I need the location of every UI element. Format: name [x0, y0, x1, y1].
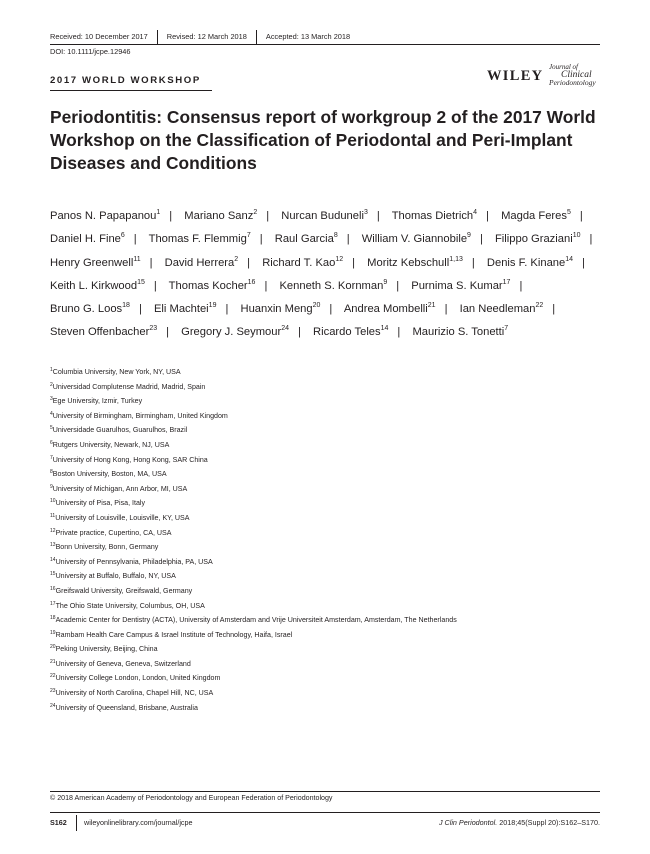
author-separator: | [471, 256, 475, 269]
author-name[interactable]: Thomas Dietrich [391, 210, 474, 222]
affiliation-item [50, 511, 610, 526]
author-separator: | [153, 279, 157, 292]
author-separator: | [264, 279, 268, 292]
affiliation-number: 8 [50, 469, 53, 476]
author-affiliation-marker: 16 [247, 278, 256, 286]
affiliation-item [50, 526, 610, 541]
author-name[interactable]: Nurcan Buduneli [281, 210, 364, 222]
author-entry [367, 257, 463, 269]
publisher-logo: WILEY [487, 68, 544, 84]
author-entry [262, 257, 343, 269]
author-name[interactable]: Gregory J. Seymour [181, 326, 282, 339]
affiliation-text: University of Louisville, Louisville, KY, USA [55, 513, 190, 522]
author-separator: | [479, 233, 483, 246]
affiliation-text: Greifswald University, Greifswald, Germany [55, 586, 193, 595]
citation [439, 818, 600, 827]
author-name[interactable]: Ian Needleman [459, 303, 536, 316]
author-name[interactable]: Raul Garcia [274, 233, 334, 246]
author-name[interactable]: Kenneth S. Kornman [279, 279, 384, 292]
affiliation-number: 13 [50, 542, 56, 549]
author-entry [165, 257, 239, 269]
author-separator: | [552, 303, 556, 316]
author-entry [344, 303, 436, 315]
author-separator: | [138, 303, 142, 316]
author-entry [184, 210, 257, 222]
author-affiliation-marker: 1 [156, 209, 161, 216]
author-entry [275, 233, 338, 245]
author-affiliation-marker: 1,13 [449, 255, 463, 263]
doi[interactable]: DOI: 10.1111/jcpe.12946 [50, 47, 131, 56]
author-affiliation-marker: 12 [335, 255, 344, 263]
author-entry [281, 210, 368, 222]
affiliation-text: University of Michigan, Ann Arbor, MI, USA [52, 484, 188, 493]
affiliation-text: University of Pisa, Pisa, Italy [55, 499, 146, 508]
affiliation-text: University of Pennsylvania, Philadelphia, PA, USA [55, 557, 213, 566]
author-name[interactable]: Andrea Mombelli [343, 303, 428, 316]
affiliation-number: 22 [50, 673, 56, 680]
author-name[interactable]: Keith L. Kirkwood [50, 279, 138, 292]
author-affiliation-marker: 19 [208, 302, 217, 310]
author-affiliation-marker: 9 [467, 232, 471, 240]
author-entry [154, 303, 217, 315]
affiliation-item [50, 657, 610, 672]
copyright-notice: © 2018 American Academy of Periodontology and European Federation of Periodontology [50, 794, 333, 802]
affiliation-item [50, 438, 610, 453]
footer-divider [76, 815, 77, 831]
author-entry [460, 303, 544, 315]
affiliation-item [50, 467, 610, 482]
affiliation-number: 20 [50, 644, 56, 651]
journal-logo-line3: Periodontology [549, 78, 596, 87]
affiliation-list [50, 365, 610, 715]
affiliation-text: Rutgers University, Newark, NJ, USA [52, 440, 170, 449]
affiliation-text: University of Queensland, Brisbane, Australia [55, 703, 198, 712]
author-separator: | [397, 326, 401, 339]
affiliation-number: 16 [50, 585, 56, 592]
affiliation-number: 7 [50, 454, 53, 461]
affiliation-item [50, 482, 610, 497]
author-separator: | [169, 210, 173, 222]
author-affiliation-marker: 15 [137, 278, 145, 286]
author-separator: | [346, 233, 350, 246]
affiliation-item [50, 599, 610, 614]
date-divider [256, 30, 257, 44]
author-name[interactable]: Thomas Kocher [168, 279, 248, 292]
affiliation-number: 9 [50, 483, 53, 490]
author-separator: | [519, 279, 523, 292]
affiliation-item [50, 409, 610, 424]
affiliation-number: 5 [50, 425, 53, 432]
author-entry [411, 280, 510, 292]
affiliation-item [50, 584, 610, 599]
accepted-date: Accepted: 13 March 2018 [265, 32, 351, 41]
affiliation-item [50, 496, 610, 511]
citation-details: 2018;45(Suppl 20):S162–S170. [499, 818, 600, 827]
author-name[interactable]: Denis F. Kinane [486, 256, 566, 269]
affiliation-number: 17 [50, 600, 56, 607]
author-name[interactable]: Ricardo Teles [313, 326, 381, 339]
affiliation-text: Rambam Health Care Campus & Israel Institute of Technology, Haifa, Israel [55, 630, 293, 639]
author-entry [50, 280, 145, 292]
journal-logo-line1: Journal of [549, 63, 578, 71]
section-rule [50, 90, 212, 91]
article-dates [50, 29, 359, 44]
author-separator: | [149, 256, 153, 269]
affiliation-text: The Ohio State University, Columbus, OH, USA [55, 601, 205, 610]
author-affiliation-marker: 18 [122, 302, 130, 310]
date-divider [157, 30, 158, 44]
affiliation-number: 12 [50, 527, 56, 534]
author-entry [149, 233, 251, 245]
author-affiliation-marker: 7 [504, 325, 509, 333]
affiliation-item [50, 423, 610, 438]
affiliation-number: 1 [50, 367, 53, 373]
author-name[interactable]: Eli Machtei [153, 303, 209, 316]
author-entry [279, 280, 387, 292]
affiliation-number: 14 [50, 556, 56, 563]
author-affiliation-marker: 24 [281, 325, 290, 333]
affiliation-item [50, 642, 610, 657]
affiliation-text: University at Buffalo, Buffalo, NY, USA [55, 572, 176, 581]
author-name[interactable]: William V. Giannobile [361, 233, 468, 246]
author-entry [169, 280, 256, 292]
affiliation-text: Peking University, Beijing, China [55, 645, 158, 654]
affiliation-text: Universidade Guarulhos, Guarulhos, Brazil [52, 426, 188, 435]
author-name[interactable]: Purnima S. Kumar [411, 279, 503, 292]
author-affiliation-marker: 22 [535, 302, 544, 310]
author-entry [501, 210, 571, 222]
affiliation-text: Universidad Complutense Madrid, Madrid, Spain [52, 382, 206, 391]
author-affiliation-marker: 8 [333, 232, 338, 240]
author-entry [50, 210, 160, 222]
author-name[interactable]: Daniel H. Fine [50, 233, 121, 246]
author-name[interactable]: Panos N. Papapanou [50, 210, 157, 222]
author-entry [50, 303, 130, 315]
author-entry [495, 233, 581, 245]
author-separator: | [579, 210, 583, 222]
author-affiliation-marker: 4 [473, 209, 478, 216]
author-entry [392, 210, 477, 222]
author-entry [487, 257, 573, 269]
author-separator: | [133, 233, 137, 246]
author-name[interactable]: Henry Greenwell [50, 256, 134, 269]
author-separator: | [225, 303, 229, 316]
affiliation-item [50, 701, 610, 716]
author-separator: | [444, 303, 448, 316]
affiliation-number: 19 [50, 629, 56, 636]
affiliation-text: Academic Center for Dentistry (ACTA), University of Amsterdam and Vrije Universiteit Amsterdam, Amsterdam, The Netherlands [55, 616, 457, 625]
author-separator: | [266, 210, 270, 222]
author-affiliation-marker: 2 [234, 255, 239, 263]
author-affiliation-marker: 23 [149, 325, 158, 333]
affiliation-text: Boston University, Boston, MA, USA [52, 470, 167, 479]
author-name[interactable]: Thomas F. Flemmig [148, 233, 247, 246]
affiliation-number: 3 [50, 396, 53, 403]
author-affiliation-marker: 5 [566, 209, 571, 216]
affiliation-item [50, 453, 610, 468]
author-name[interactable]: David Herrera [164, 256, 235, 269]
affiliation-number: 24 [50, 702, 56, 709]
author-affiliation-marker: 14 [380, 325, 389, 333]
author-name[interactable]: Bruno G. Loos [50, 303, 123, 316]
author-affiliation-marker: 17 [502, 278, 511, 286]
article-title: Periodontitis: Consensus report of workgroup 2 of the 2017 World Workshop on the Classification of Periodontal and Peri-Implant Diseases and Conditions [50, 107, 596, 173]
author-entry [50, 326, 157, 338]
footer-rule [50, 812, 600, 813]
author-separator: | [376, 210, 380, 222]
affiliation-item [50, 380, 610, 395]
author-entry [412, 326, 508, 338]
affiliation-text: Private practice, Cupertino, CA, USA [55, 528, 172, 537]
author-affiliation-marker: 14 [565, 255, 574, 263]
author-affiliation-marker: 11 [133, 255, 141, 263]
author-name[interactable]: Moritz Kebschull [367, 256, 450, 269]
author-separator: | [486, 210, 489, 222]
copyright-rule [50, 791, 600, 792]
affiliation-number: 2 [50, 381, 53, 388]
affiliation-text: University of North Carolina, Chapel Hill, NC, USA [55, 689, 214, 698]
author-name[interactable]: Maurizio S. Tonetti [412, 326, 505, 339]
author-separator: | [396, 279, 400, 292]
author-name[interactable]: Steven Offenbacher [50, 326, 150, 339]
affiliation-item [50, 569, 610, 584]
author-name[interactable]: Richard T. Kao [262, 256, 336, 269]
page-number: S162 [50, 818, 67, 827]
author-separator: | [582, 256, 585, 269]
author-entry [181, 326, 289, 338]
affiliation-item [50, 671, 610, 686]
journal-logo-line2: Clinical [561, 70, 592, 80]
affiliation-number: 10 [50, 498, 56, 505]
affiliation-number: 15 [50, 571, 56, 578]
author-separator: | [298, 326, 301, 339]
affiliation-number: 23 [50, 688, 56, 695]
affiliation-text: University College London, London, United Kingdom [55, 674, 221, 683]
author-entry [50, 233, 125, 245]
author-separator: | [329, 303, 333, 316]
author-list [50, 205, 610, 345]
affiliation-text: University of Hong Kong, Hong Kong, SAR China [52, 455, 208, 464]
affiliation-text: Bonn University, Bonn, Germany [55, 543, 159, 552]
author-separator: | [259, 233, 263, 246]
affiliation-number: 4 [50, 410, 53, 417]
author-name[interactable]: Huanxin Meng [240, 303, 313, 316]
page-footer [50, 815, 600, 831]
author-affiliation-marker: 10 [572, 232, 581, 240]
author-name[interactable]: Filippo Graziani [494, 233, 573, 246]
affiliation-item [50, 540, 610, 555]
author-name[interactable]: Magda Feres [501, 210, 567, 222]
affiliation-number: 6 [50, 439, 53, 446]
affiliation-text: Ege University, Izmir, Turkey [52, 397, 143, 406]
affiliation-number: 11 [50, 512, 56, 519]
author-affiliation-marker: 7 [246, 232, 251, 240]
journal-website-link[interactable]: wileyonlinelibrary.com/journal/jcpe [84, 818, 193, 827]
author-affiliation-marker: 20 [312, 302, 321, 310]
author-separator: | [166, 326, 170, 339]
author-entry [313, 326, 388, 338]
author-entry [50, 257, 141, 269]
author-entry [240, 303, 320, 315]
revised-date: Revised: 12 March 2018 [166, 32, 247, 41]
author-affiliation-marker: 6 [120, 232, 125, 240]
journal-logo [549, 63, 605, 93]
author-name[interactable]: Mariano Sanz [184, 210, 254, 222]
affiliation-number: 18 [50, 615, 56, 622]
affiliation-item [50, 394, 610, 409]
affiliation-item [50, 365, 610, 380]
affiliation-text: Columbia University, New York, NY, USA [52, 368, 181, 376]
affiliation-item [50, 555, 610, 570]
author-entry [362, 233, 471, 245]
author-separator: | [352, 256, 356, 269]
affiliation-item [50, 628, 610, 643]
affiliation-text: University of Geneva, Geneva, Switzerland [55, 659, 191, 668]
header-rule [50, 44, 600, 45]
affiliation-item [50, 613, 610, 628]
section-label: 2017 WORLD WORKSHOP [50, 75, 201, 86]
author-separator: | [589, 233, 593, 246]
affiliation-item [50, 686, 610, 701]
author-separator: | [247, 256, 251, 269]
journal-abbrev: J Clin Periodontol. [438, 818, 498, 827]
affiliation-text: University of Birmingham, Birmingham, United Kingdom [52, 411, 228, 420]
author-affiliation-marker: 2 [253, 209, 258, 216]
affiliation-number: 21 [50, 658, 56, 665]
author-affiliation-marker: 21 [427, 302, 436, 310]
received-date: Received: 10 December 2017 [50, 32, 148, 41]
author-affiliation-marker: 9 [383, 278, 388, 286]
author-affiliation-marker: 3 [363, 209, 368, 216]
